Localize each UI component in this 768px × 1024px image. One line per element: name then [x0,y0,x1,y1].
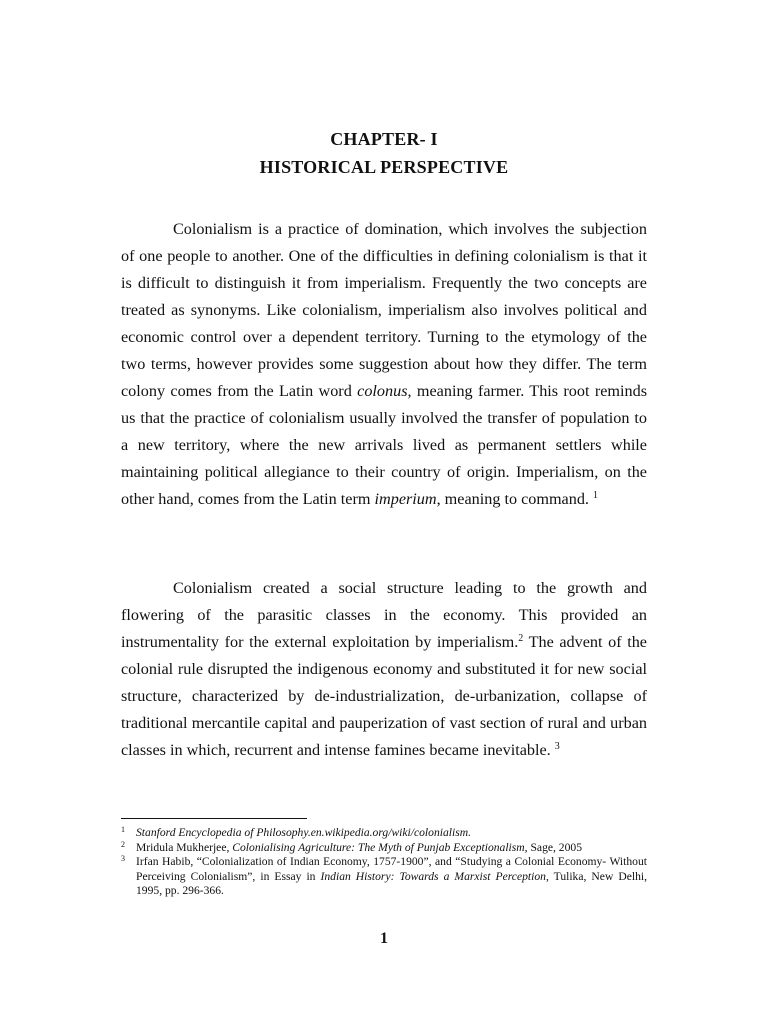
footnote-author: Mridula Mukherjee, [136,840,233,854]
footnote-publisher: , Sage, 2005 [524,840,582,854]
footnote-divider [121,818,307,819]
footnote-2 [121,841,647,856]
footnote-3 [121,855,647,899]
footnote-citation: Irfan Habib, “Colonialization of Indian Economy, 1757-1900”, and “Studying a Colonial Economy- Without Perceiving Colonialism”, in Essay in [136,855,647,883]
paragraph-2-text-a: Colonialism created a social structure leading to the growth and flowering of the parasitic classes in the economy. This provided an instrumentality for the external exploitation by imperialism. [121,579,647,651]
footnote-number: 1 [121,825,125,834]
paragraph-1-text-b: , meaning farmer. This root reminds us that the practice of colonialism usually involved the transfer of population to a new territory, where the new arrivals lived as permanent settlers while maintaining political allegiance to their country of origin. Imperialism, on the other hand, comes from the Latin term [121,382,647,508]
footnotes-section [121,826,647,899]
chapter-label: CHAPTER- I [330,129,438,149]
paragraph-1-text-a: Colonialism is a practice of domination, which involves the subjection of one people to another. One of the difficulties in defining colonialism is that it is difficult to distinguish it from imperialism. Frequently the two concepts are treated as synonyms. Like colonialism, imperialism also involves political and economic control over a dependent territory. Turning to the etymology of the two terms, however provides some suggestion about how they differ. The term colony comes from the Latin word [121,220,647,400]
footnote-publisher: , Tulika, New Delhi, 1995, pp. 296-366. [136,869,647,898]
paragraph-2-text-b: The advent of the colonial rule disrupted the indigenous economy and substituted it for new social structure, characterized by de-industrialization, de-urbanization, collapse of traditional mercantile capital and pauperization of vast section of rural and urban classes in which, recurrent and intense famines became inevitable. [121,633,647,759]
footnote-reference-1[interactable]: 1 [593,490,599,501]
footnote-1 [121,826,647,841]
paragraph-1-text-c: , meaning to command. [436,490,594,508]
footnote-book-title: Indian History: Towards a Marxist Perception [320,869,546,883]
footnote-number: 2 [121,839,125,849]
paragraph-1-term-colonus: colonus [357,382,408,400]
body-paragraph-2 [121,575,647,764]
footnote-reference-2[interactable]: 2 [518,633,524,644]
footnote-number: 3 [121,854,125,864]
body-paragraph-1 [121,216,647,513]
paragraph-1-term-imperium: imperium [374,490,437,508]
footnote-book-title: Colonialising Agriculture: The Myth of Punjab Exceptionalism [232,840,525,854]
chapter-title: HISTORICAL PERSPECTIVE [259,157,509,177]
footnote-source-title: Stanford Encyclopedia of Philosophy.en.wikipedia.org/wiki/colonialism. [136,826,471,839]
footnote-reference-3[interactable]: 3 [554,741,560,752]
page-number: 1 [380,930,388,947]
